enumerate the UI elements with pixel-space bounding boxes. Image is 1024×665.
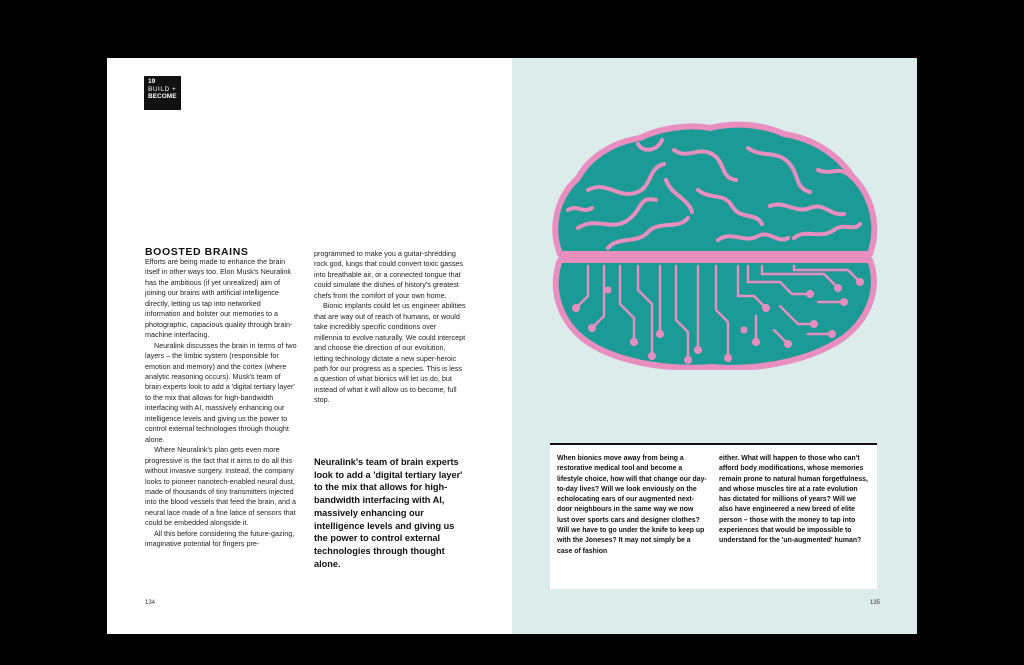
paragraph: Neuralink discusses the brain in terms of two layers – the limbic system (responsible for emotion and memory) and the cortex (where analytic reasoning occurs). Musk's team of brain experts look to add a 'digital tertiary layer' to the mix that allows for high-bandwidth interfacing with AI, massively enhancing our intelligence levels and giving us the power to control external technologies through thought alone. xyxy=(145,340,297,444)
brain-circuit-illustration xyxy=(548,120,883,370)
text-column-2 xyxy=(314,249,466,406)
text-column-1 xyxy=(145,257,297,550)
pull-quote: Neuralink's team of brain experts look to add a 'digital tertiary layer' to the mix that allows for high-bandwidth interfacing with AI, massively enhancing our intelligence levels and giving us the power to control external technologies through thought alone. xyxy=(314,457,463,569)
sidebar-box xyxy=(550,443,877,589)
paragraph: Efforts are being made to enhance the brain itself in other ways too. Elon Musk's Neuralink has the ambitious (if yet unrealized) aim of joining our brains with artificial intelligence directly, letting us tap into networked information and bolster our memories to a photographic, capacious quality through brain-machine interfacing. xyxy=(145,257,293,340)
paragraph: Bionic implants could let us engineer abilities that are way out of reach of humans, or would take incredibly specific conditions over millennia to evolve naturally. We could intercept and choose the direction of our evolution, letting technology dictate a new super-heroic path for our progress as a species. This is less a question of what bionics will let us do, but instead of what it will allow us to become, full stop. xyxy=(314,301,466,405)
left-page xyxy=(107,58,512,634)
section-tag-line1: BUILD + xyxy=(148,85,177,93)
section-tag xyxy=(144,76,181,110)
article-heading: BOOSTED BRAINS xyxy=(145,246,249,258)
sidebar-column-1: When bionics move away from being a restorative medical tool and become a lifestyle choice, how will that change our day-to-day lives? Will we look enviously on the echolocating ears of our augmented next-door neighbours in the same way we now lust over sports cars and designer clothes? Will we have to go under the knife to keep up with the Joneses? It may not simply be a case of fashion xyxy=(557,455,707,555)
magazine-spread xyxy=(107,58,917,634)
paragraph: All this before considering the future-gazing, imaginative potential for fingers pre- xyxy=(145,528,295,549)
sidebar-column-2: either. What will happen to those who can't afford body modifications, whose memories remain prone to natural human forgetfulness, and whose muscles tire at a rate evolution has dictated for millions of years? Will we also have engineered a new breed of elite person – those with the money to tap into experiences that would be impossible to understand for the 'un-augmented' human? xyxy=(719,455,868,545)
paragraph: Where Neuralink's plan gets even more progressive is the fact that it aims to do all this without invasive surgery. Instead, the company looks to pioneer nanotech-enabled neural dust, made of thousands of tiny transmitters injected into the blood vessels that feed the brain, and a neural lace made of a fine latice of sensors that could be embedded alongside it. xyxy=(145,445,297,528)
page-number-left: 134 xyxy=(145,600,156,606)
page-number-right: 135 xyxy=(870,600,881,606)
paragraph: programmed to make you a guitar-shredding rock god, lungs that could convert toxic gasses into breathable air, or a connected tongue that could simulate the dishes of history's greatest chefs from the comfort of your own home. xyxy=(314,249,464,300)
section-tag-line2: BECOME xyxy=(148,93,177,100)
section-tag-number: 19 xyxy=(148,78,156,85)
